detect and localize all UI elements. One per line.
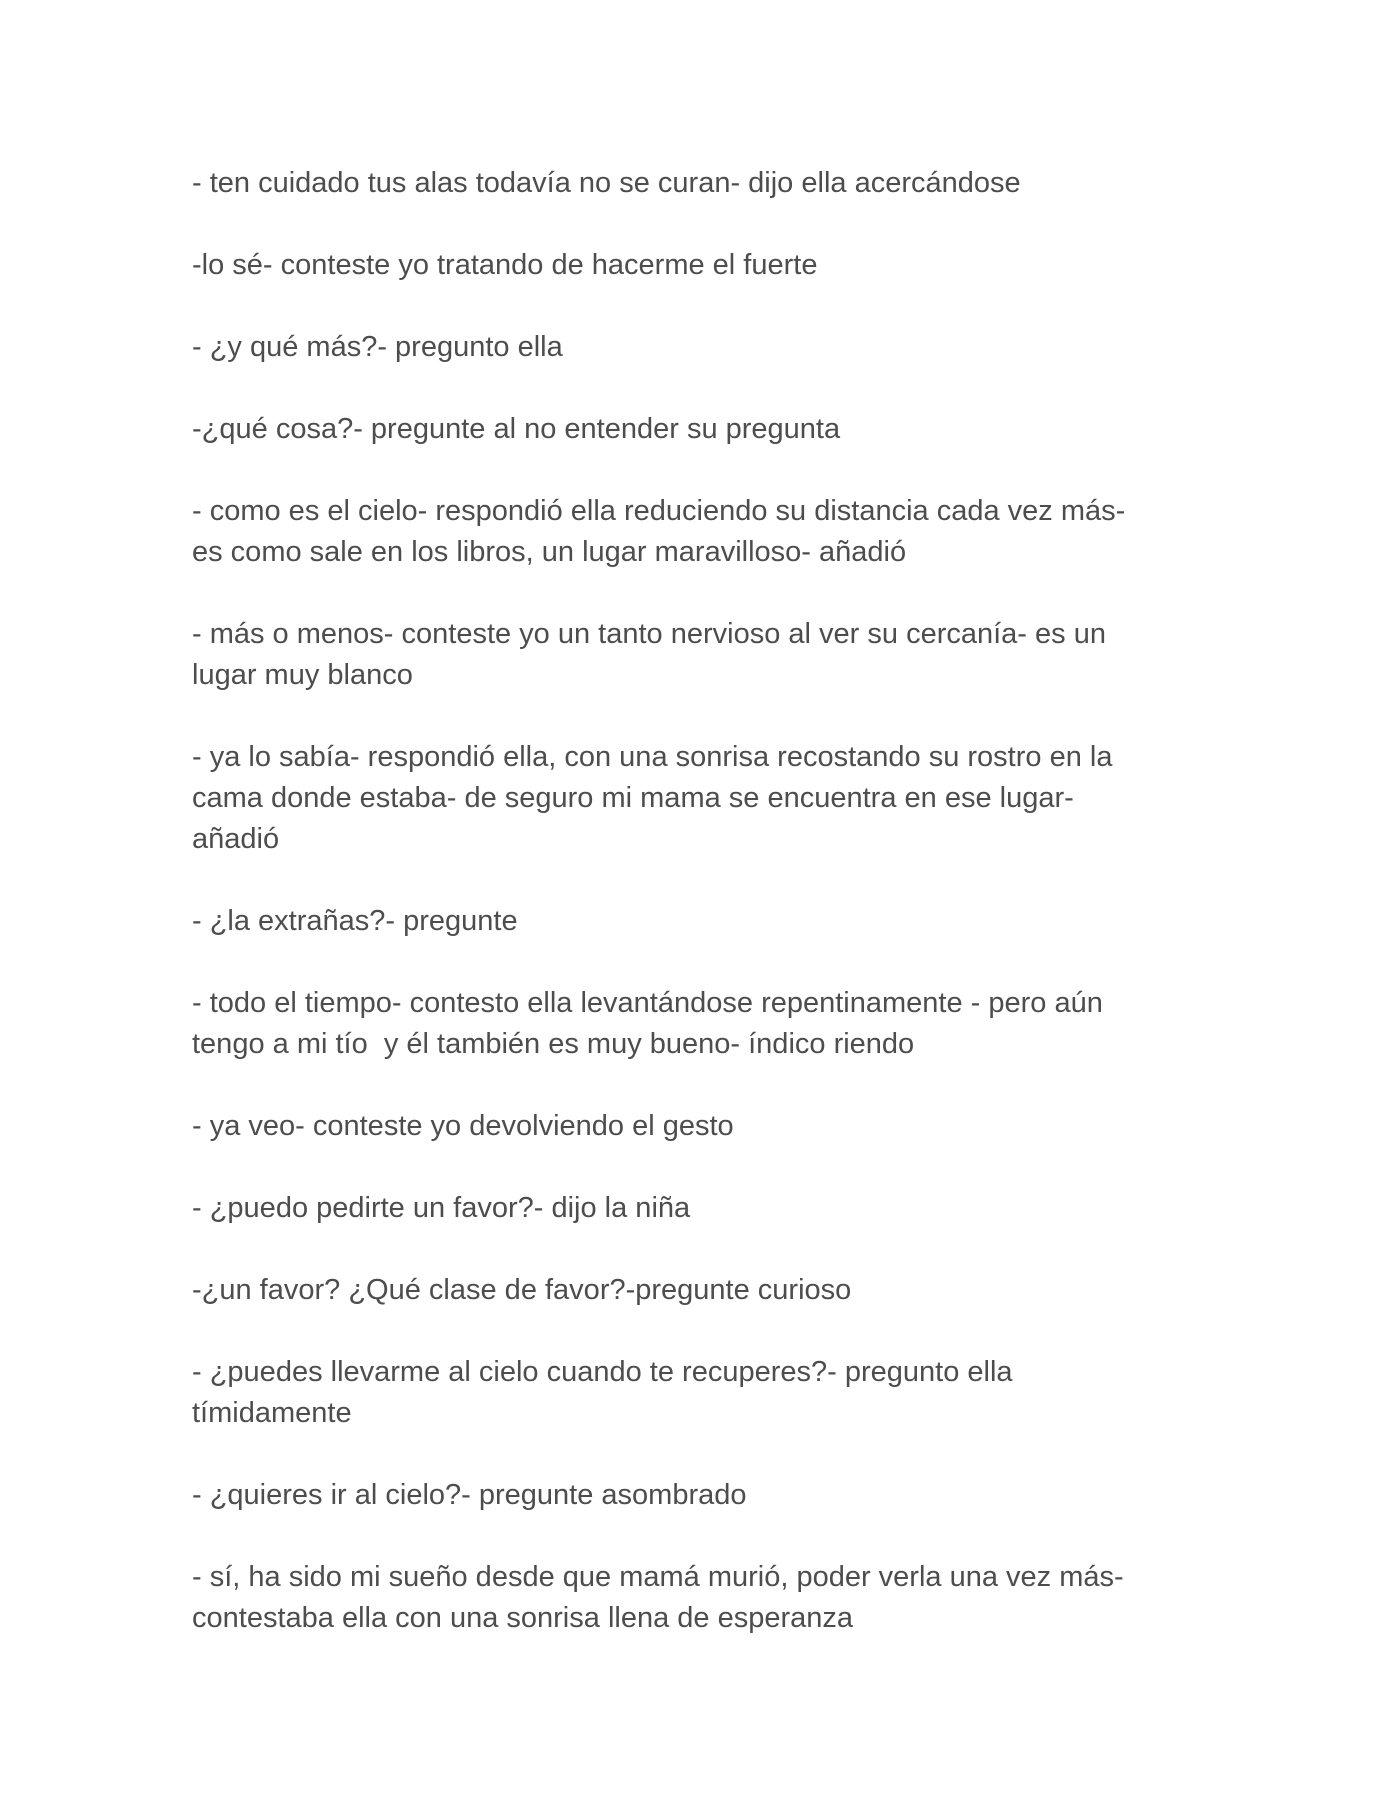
text-line: - ¿la extrañas?- pregunte (192, 905, 518, 937)
text-line: -¿un favor? ¿Qué clase de favor?-pregunte curioso (192, 1274, 852, 1306)
dialogue-paragraph (192, 1475, 1212, 1516)
text-line: - todo el tiempo- contesto ella levantándose repentinamente - pero aún (192, 987, 1103, 1019)
text-line: - sí, ha sido mi sueño desde que mamá murió, poder verla una vez más- (192, 1561, 1124, 1593)
text-line: - ¿y qué más?- pregunto ella (192, 331, 563, 363)
text-line: contestaba ella con una sonrisa llena de esperanza (192, 1602, 854, 1634)
text-line: tengo a mi tío y él también es muy bueno- índico riendo (192, 1028, 915, 1060)
dialogue-paragraph (192, 1270, 1212, 1311)
text-line: añadió (192, 823, 280, 855)
dialogue-paragraph (192, 983, 1212, 1065)
text-line: lugar muy blanco (192, 659, 413, 691)
text-line: es como sale en los libros, un lugar maravilloso- añadió (192, 536, 907, 568)
text-line: cama donde estaba- de seguro mi mama se encuentra en ese lugar- (192, 782, 1074, 814)
dialogue-paragraph (192, 1188, 1212, 1229)
text-line: - ten cuidado tus alas todavía no se curan- dijo ella acercándose (192, 167, 1021, 199)
dialogue-paragraph (192, 737, 1212, 860)
text-line: tímidamente (192, 1397, 352, 1429)
dialogue-paragraph (192, 245, 1212, 286)
text-line: - ya lo sabía- respondió ella, con una sonrisa recostando su rostro en la (192, 741, 1113, 773)
text-line: -lo sé- conteste yo tratando de hacerme el fuerte (192, 249, 818, 281)
document-body (192, 163, 1212, 1680)
text-line: -¿qué cosa?- pregunte al no entender su pregunta (192, 413, 841, 445)
dialogue-paragraph (192, 1557, 1212, 1639)
dialogue-paragraph (192, 491, 1212, 573)
dialogue-paragraph (192, 1352, 1212, 1434)
text-line: - más o menos- conteste yo un tanto nervioso al ver su cercanía- es un (192, 618, 1106, 650)
dialogue-paragraph (192, 901, 1212, 942)
dialogue-paragraph (192, 327, 1212, 368)
text-line: - ya veo- conteste yo devolviendo el gesto (192, 1110, 734, 1142)
dialogue-paragraph (192, 614, 1212, 696)
dialogue-paragraph (192, 409, 1212, 450)
text-line: - ¿puedes llevarme al cielo cuando te recuperes?- pregunto ella (192, 1356, 1013, 1388)
dialogue-paragraph (192, 163, 1212, 204)
text-line: - ¿quieres ir al cielo?- pregunte asombrado (192, 1479, 747, 1511)
text-line: - como es el cielo- respondió ella reduciendo su distancia cada vez más- (192, 495, 1126, 527)
text-line: - ¿puedo pedirte un favor?- dijo la niña (192, 1192, 691, 1224)
dialogue-paragraph (192, 1106, 1212, 1147)
